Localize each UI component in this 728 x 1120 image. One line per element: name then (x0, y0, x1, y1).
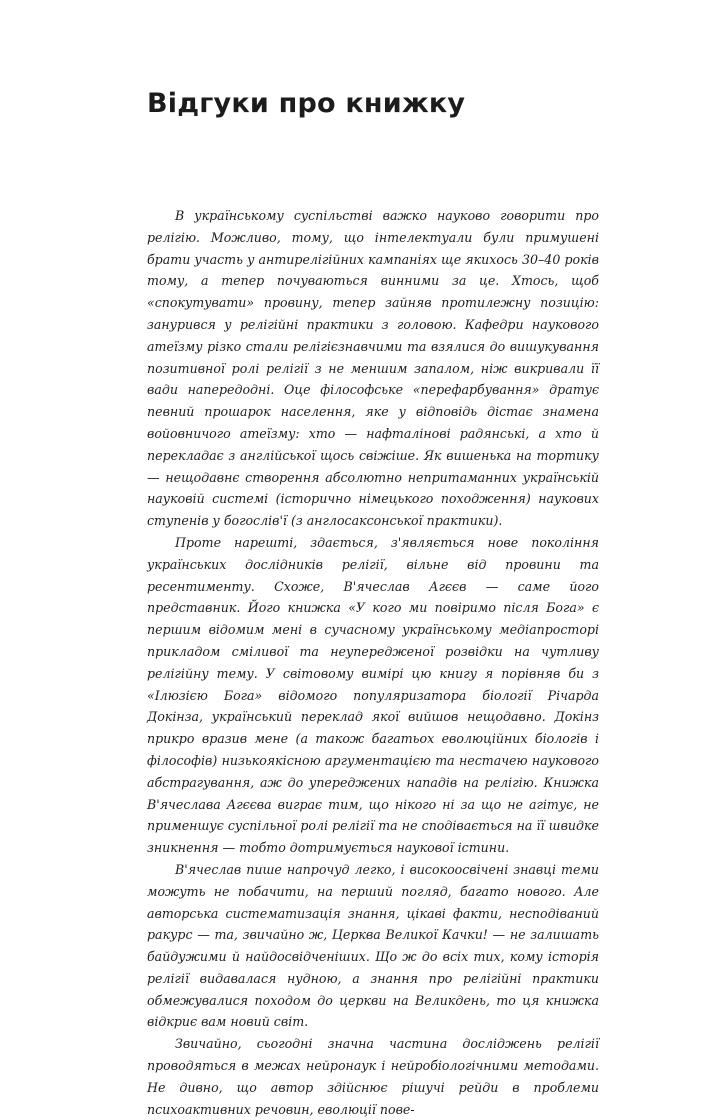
paragraph: В'ячеслав пише напрочуд легко, і високоосвічені знавці теми можуть не побачити, на перший погляд, багато нового. Але авторська систематизація знання, цікаві факти, несподіваний ракурс — та, звичайно ж, Церква Великої Качки! — не залишать байдужими й найдосвідченіших. Що ж до всіх тих, кому історія релігії видавалася нудною, а знання про релігійні практики обмежувалися походом до церкви на Великдень, то ця книжка відкриє вам новий світ. (147, 861, 599, 1030)
paragraph: В українському суспільстві важко науково говорити про релігію. Можливо, тому, що інтелектуали були примушені брати участь у антирелігійних кампаніях ще якихось 30–40 років тому, а тепер почуваються винними за це. Хтось, щоб «спокутувати» провину, тепер зайняв протилежну позицію: занурився у релігійні практики з головою. Кафедри наукового атеїзму різко стали релігієзнавчими та взялися до вишукування позитивної ролі релігії з не меншим запалом, ніж викривали її вади напередодні. Оце філософське «перефарбування» дратує певний прошарок населення, яке у відповідь дістає знамена войовничого атеїзму: хто — нафталінові радянські, а хто й перекладає з англійської щось свіжіше. Як вишенька на тортику — нещодавнє створення абсолютно непритаманних українській науковій системі (історично німецького походження) наукових ступенів у богослів'ї (з англосаксонської практики). (147, 208, 599, 529)
review-text (147, 205, 599, 1120)
page-heading: Відгуки про книжку (147, 88, 466, 119)
paragraph: Звичайно, сьогодні значна частина досліджень релігії проводяться в межах нейронаук і нейробіологічними методами. Не дивно, що автор здійснює рішучі рейди в проблеми психоактивних речовин, еволюції пове- (147, 1036, 599, 1117)
paragraph: Проте нарешті, здається, з'являється нове покоління українських дослідників релігії, вільне від провини та ресентименту. Схоже, В'ячеслав Агєєв — саме його представник. Його книжка «У кого ми повіримо після Бога» є першим відомим мені в сучасному українському медіапросторі прикладом сміливої та неупередженої розвідки на чутливу релігійну тему. У світовому вимірі цю книгу я порівняв би з «Ілюзією Бога» відомого популяризатора біології Річарда Докінза, український переклад якої вийшов нещодавно. Докінз прикро вразив мене (а також багатьох еволюційних біологів і філософів) низькоякісною аргументацією та нестачею наукового абстрагування, аж до упереджених нападів на релігію. Книжка В'ячеслава Агєєва виграє тим, що нікого ні за що не агітує, не применшує суспільної ролі релігії та не сподівається на її швидке зникнення — тобто дотримується наукової істини. (147, 534, 599, 856)
